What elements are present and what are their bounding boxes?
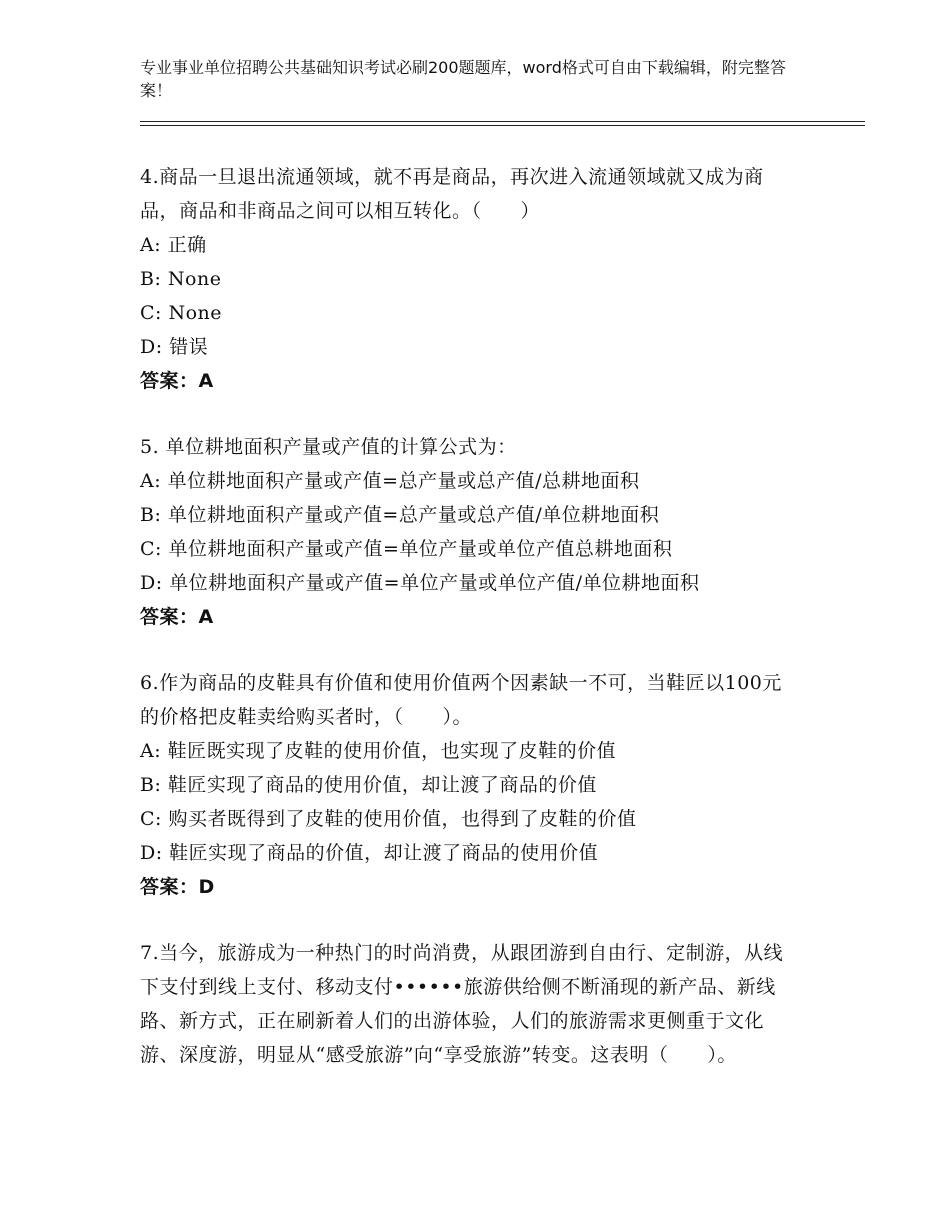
answer: 答案：A <box>140 606 214 628</box>
option-a: A: 正确 <box>140 234 207 256</box>
option-a: A: 单位耕地面积产量或产值=总产量或总产值/总耕地面积 <box>140 470 640 492</box>
option-d: D: 鞋匠实现了商品的价值，却让渡了商品的使用价值 <box>140 842 599 864</box>
option-a: A: 鞋匠既实现了皮鞋的使用价值，也实现了皮鞋的价值 <box>140 740 617 762</box>
option-c: C: None <box>140 302 223 324</box>
option-b: B: None <box>140 268 222 290</box>
option-b: B: 鞋匠实现了商品的使用价值，却让渡了商品的价值 <box>140 774 597 796</box>
question-stem: 7.当今，旅游成为一种热门的时尚消费，从跟团游到自由行、定制游，从线下支付到线上支付、移动支付••••••旅游供给侧不断涌现的新产品、新线路、新方式，正在刷新着人们的出游体验，人们的旅游需求更侧重于文化游、深度游，明显从“感受旅游”向“享受旅游”转变。这表明（ ）。 <box>140 942 784 1066</box>
option-b: B: 单位耕地面积产量或产值=总产量或总产值/单位耕地面积 <box>140 504 660 526</box>
question-stem: 4.商品一旦退出流通领域，就不再是商品，再次进入流通领域就又成为商品，商品和非商品之间可以相互转化。（ ） <box>140 166 764 222</box>
question-list <box>140 160 800 1104</box>
answer: 答案：D <box>140 876 215 898</box>
question-5 <box>140 430 800 634</box>
option-c: C: 购买者既得到了皮鞋的使用价值，也得到了皮鞋的价值 <box>140 808 637 830</box>
page-header: 专业事业单位招聘公共基础知识考试必刷200题题库，word格式可自由下载编辑，附完整答案！ <box>140 58 786 100</box>
option-c: C: 单位耕地面积产量或产值=单位产量或单位产值总耕地面积 <box>140 538 673 560</box>
question-stem: 6.作为商品的皮鞋具有价值和使用价值两个因素缺一不可，当鞋匠以100元的价格把皮鞋卖给购买者时，（ ）。 <box>140 672 782 728</box>
answer: 答案：A <box>140 370 214 392</box>
header-divider <box>140 121 865 122</box>
question-4 <box>140 160 800 398</box>
option-d: D: 错误 <box>140 336 209 358</box>
question-stem: 5. 单位耕地面积产量或产值的计算公式为： <box>140 436 517 458</box>
question-7 <box>140 936 800 1072</box>
question-6 <box>140 666 800 904</box>
header-divider-secondary <box>140 125 865 126</box>
option-d: D: 单位耕地面积产量或产值=单位产量或单位产值/单位耕地面积 <box>140 572 700 594</box>
